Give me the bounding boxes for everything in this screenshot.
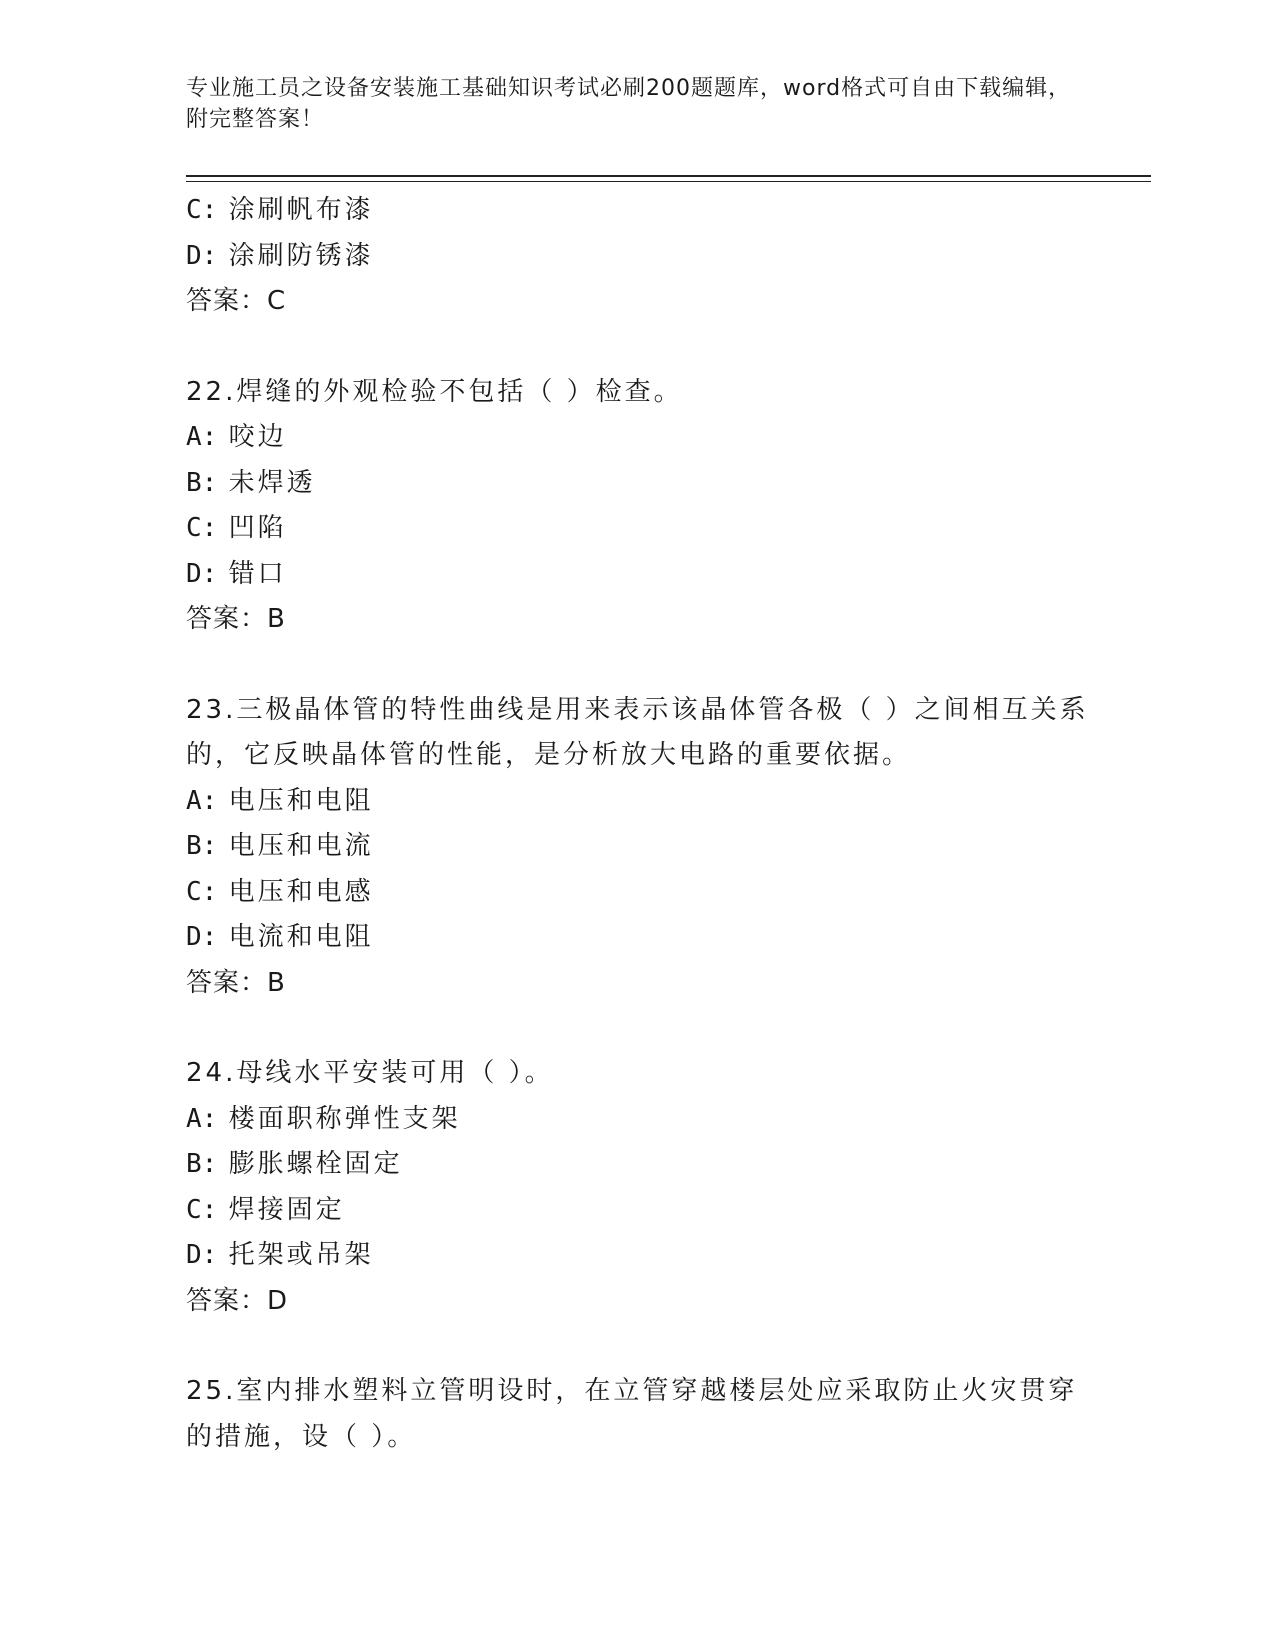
header-title: 专业施工员之设备安装施工基础知识考试必刷200题题库，word格式可自由下载编辑，附完整答案！: [186, 76, 1072, 132]
option-a: [186, 1097, 1106, 1143]
option-a: [186, 415, 1106, 461]
answer-line: 答案：B: [186, 604, 286, 634]
option-letter: C:: [186, 1194, 218, 1225]
option-text: 错口: [228, 558, 287, 589]
answer-line: 答案：B: [186, 967, 286, 998]
option-text: 焊接固定: [228, 1194, 345, 1225]
option-text: 涂刷防锈漆: [228, 240, 374, 271]
option-c: [186, 1188, 1106, 1234]
option-text: 咬边: [228, 422, 287, 452]
option-letter: D:: [186, 1240, 218, 1270]
question-stem: 22.焊缝的外观检验不包括（ ）检查。: [186, 376, 683, 407]
answer-line: 答案：D: [186, 1285, 289, 1316]
option-b: [186, 824, 1106, 870]
option-letter: C:: [186, 513, 218, 543]
option-letter: A:: [186, 1103, 218, 1134]
option-letter: A:: [186, 422, 218, 452]
option-text: 未焊透: [228, 467, 316, 498]
answer-line: 答案：C: [186, 286, 287, 316]
option-d: [186, 552, 1106, 598]
question-stem: 23.三极晶体管的特性曲线是用来表示该晶体管各极（ ）之间相互关系的，它反映晶体管的性能，是分析放大电路的重要依据。: [186, 694, 1089, 770]
option-text: 凹陷: [228, 513, 287, 543]
option-c: [186, 506, 1106, 552]
question-list: [186, 188, 1106, 1460]
option-text: 电压和电感: [228, 876, 374, 907]
option-text: 涂刷帆布漆: [228, 195, 374, 225]
option-d: [186, 1233, 1106, 1279]
option-text: 电压和电阻: [228, 785, 374, 816]
document-header: [186, 73, 1086, 135]
option-text: 电压和电流: [228, 831, 374, 861]
option-letter: B:: [186, 831, 218, 861]
option-letter: C:: [186, 876, 218, 907]
option-text: 电流和电阻: [228, 922, 374, 952]
option-c: [186, 870, 1106, 916]
option-c: [186, 188, 1106, 234]
option-text: 楼面职称弹性支架: [228, 1103, 461, 1134]
option-letter: D:: [186, 922, 218, 952]
option-letter: D:: [186, 558, 218, 589]
option-d: [186, 234, 1106, 280]
option-letter: B:: [186, 1149, 218, 1179]
question-stem: 25.室内排水塑料立管明设时，在立管穿越楼层处应采取防止火灾贯穿的措施，设（ ）。: [186, 1376, 1078, 1452]
option-letter: B:: [186, 467, 218, 498]
option-letter: C:: [186, 195, 218, 225]
option-d: [186, 915, 1106, 961]
option-b: [186, 1142, 1106, 1188]
option-letter: A:: [186, 785, 218, 816]
header-divider-thick: [186, 175, 1151, 177]
option-letter: D:: [186, 240, 218, 271]
question-stem: 24.母线水平安装可用（ ）。: [186, 1058, 554, 1088]
option-a: [186, 779, 1106, 825]
option-text: 托架或吊架: [228, 1240, 374, 1270]
header-divider-thin: [186, 181, 1151, 182]
option-text: 膨胀螺栓固定: [228, 1149, 403, 1179]
option-b: [186, 461, 1106, 507]
